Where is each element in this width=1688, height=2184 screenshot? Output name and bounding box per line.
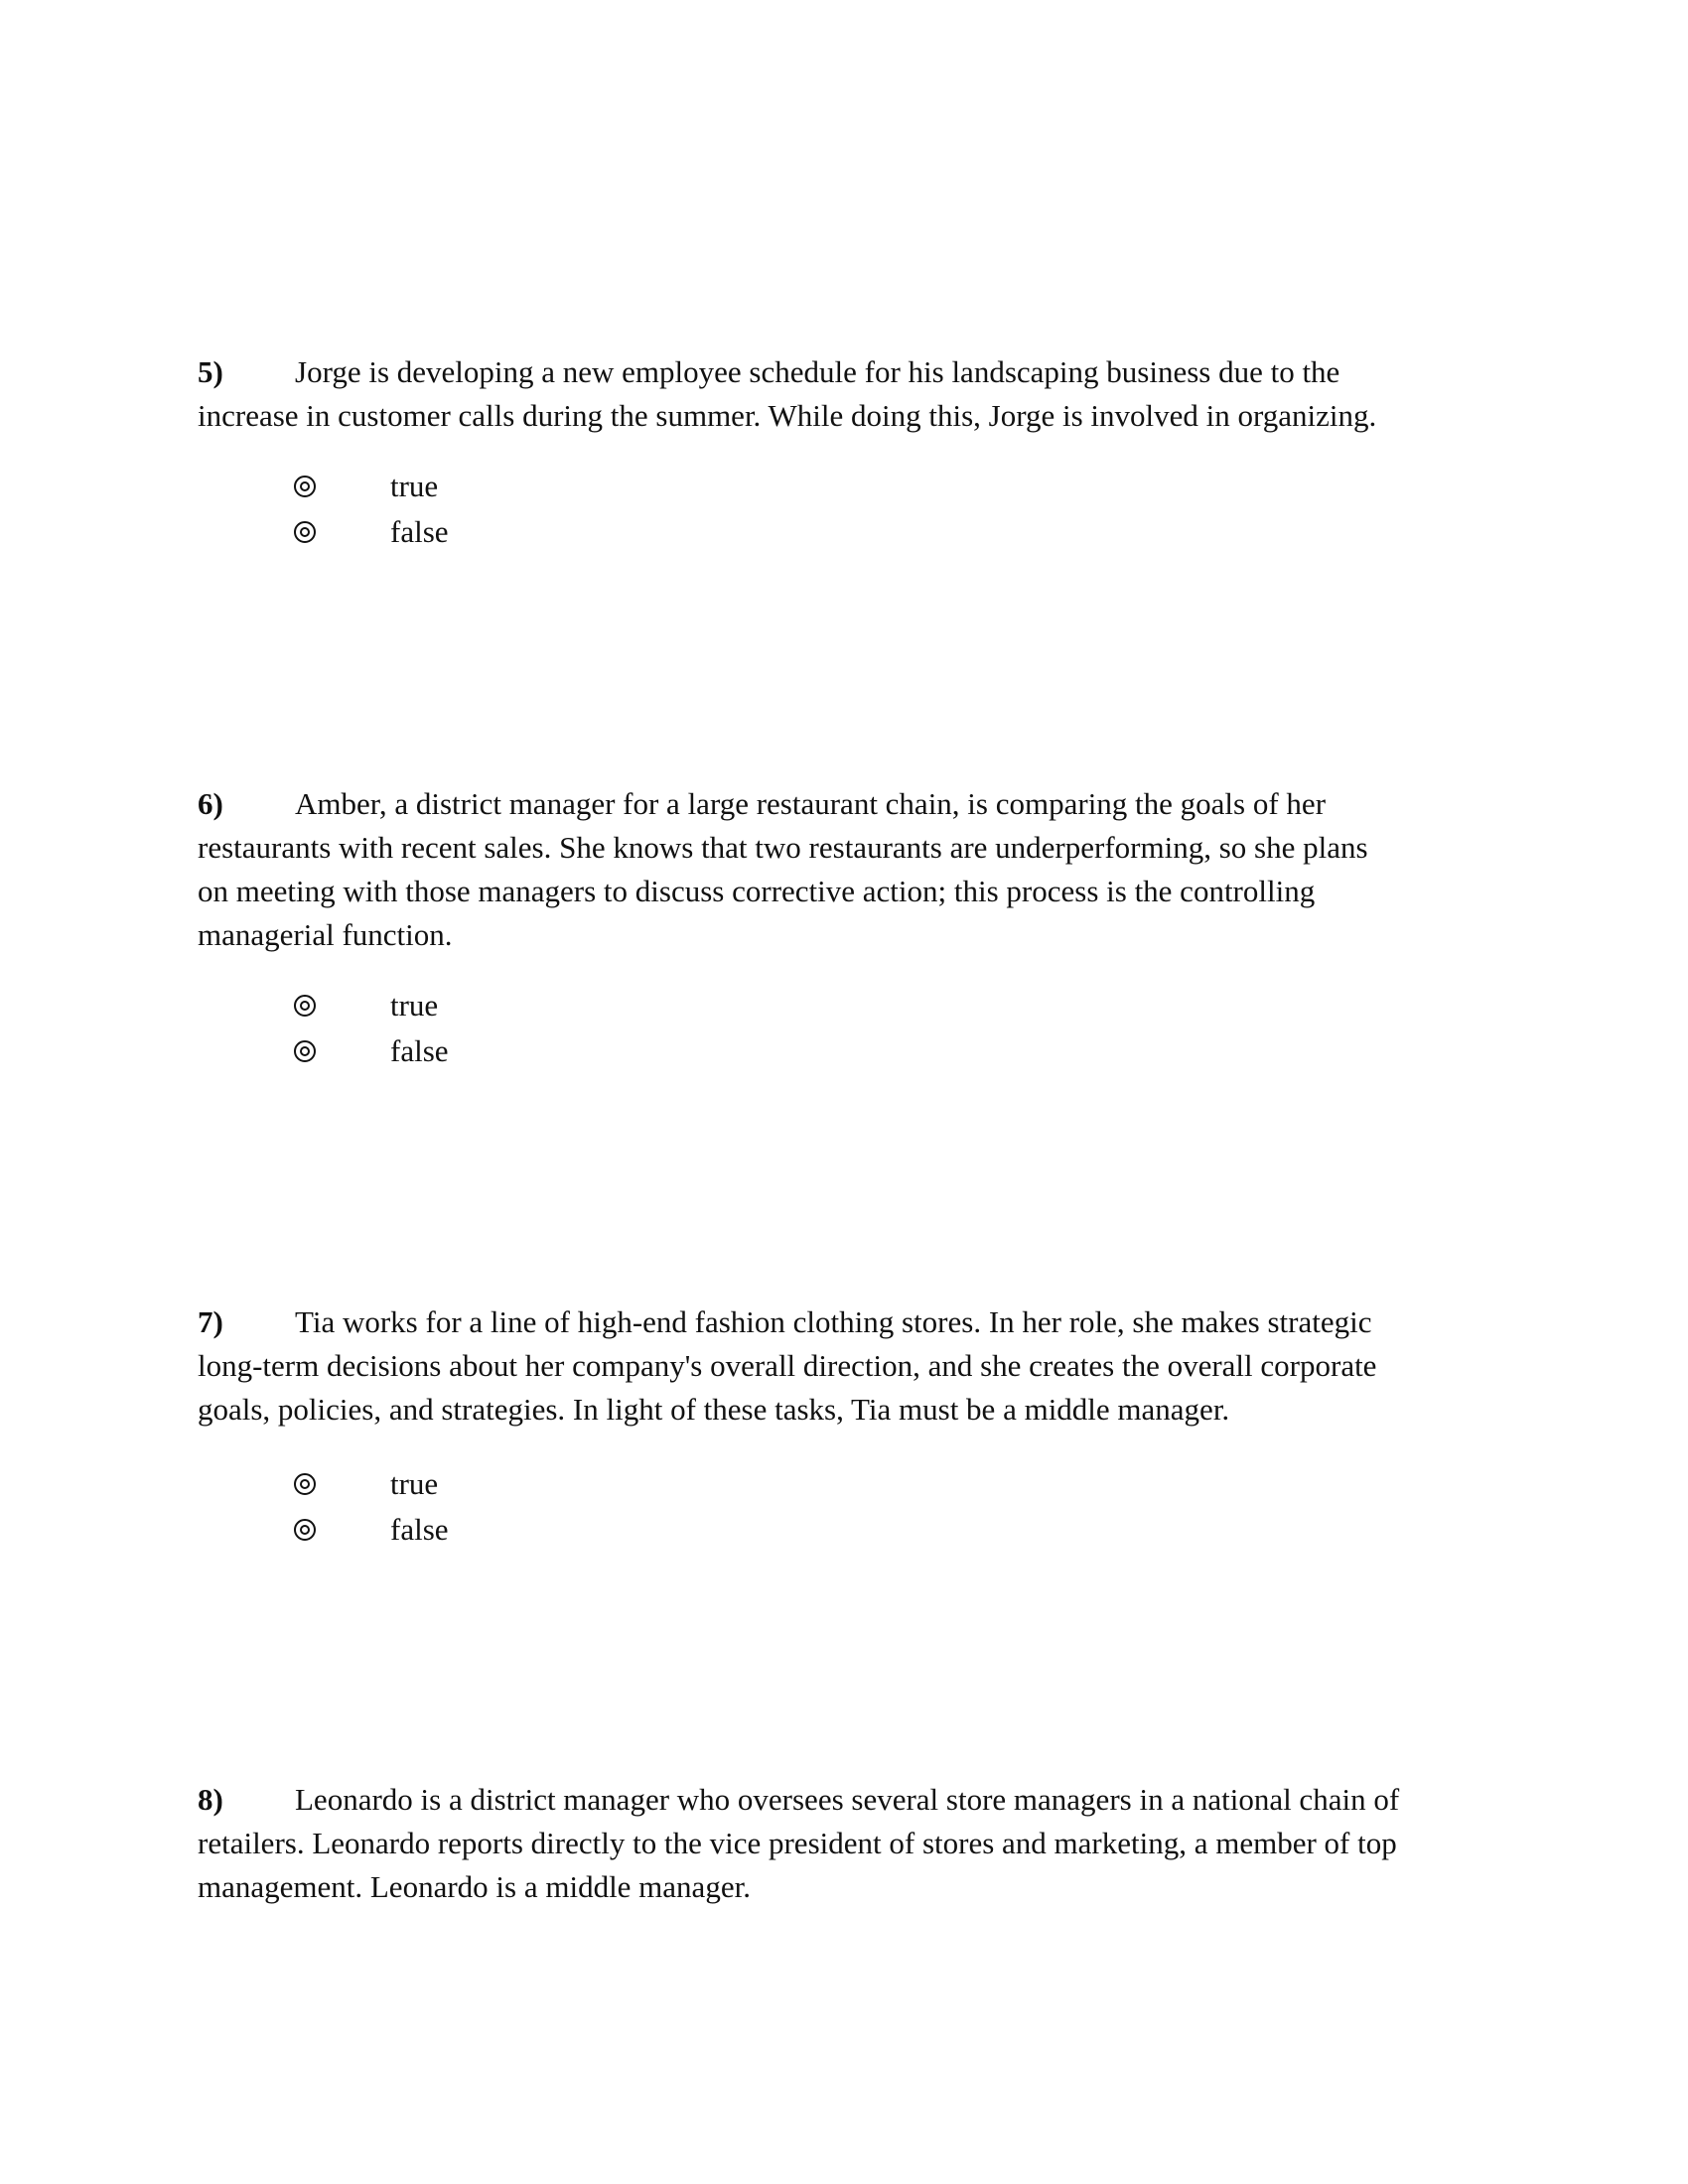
question-8 bbox=[198, 1778, 1508, 1909]
question-text: on meeting with those managers to discuss corrective action; this process is the controlling bbox=[198, 874, 1316, 908]
option-label: false bbox=[390, 1033, 449, 1068]
question-text: restaurants with recent sales. She knows that two restaurants are underperforming, so she plans bbox=[198, 830, 1368, 865]
question-text: management. Leonardo is a middle manager. bbox=[198, 1869, 751, 1904]
question-5 bbox=[198, 350, 1508, 438]
question-number: 7) bbox=[198, 1304, 223, 1339]
question-text: Leonardo is a district manager who oversees several store managers in a national chain of bbox=[295, 1782, 1400, 1817]
option-false[interactable] bbox=[294, 1507, 449, 1553]
question-text: retailers. Leonardo reports directly to the vice president of stores and marketing, a member of top bbox=[198, 1826, 1397, 1860]
question-text: long-term decisions about her company's overall direction, and she creates the overall corporate bbox=[198, 1348, 1377, 1383]
question-text: Amber, a district manager for a large restaurant chain, is comparing the goals of her bbox=[295, 786, 1327, 821]
question-7-options bbox=[294, 1461, 449, 1553]
question-number: 8) bbox=[198, 1782, 223, 1817]
radio-icon[interactable] bbox=[294, 521, 316, 543]
option-false[interactable] bbox=[294, 1028, 449, 1074]
radio-icon[interactable] bbox=[294, 1519, 316, 1541]
option-label: false bbox=[390, 514, 449, 549]
question-text: Tia works for a line of high-end fashion clothing stores. In her role, she makes strategic bbox=[295, 1304, 1372, 1339]
question-7 bbox=[198, 1300, 1508, 1432]
radio-icon[interactable] bbox=[294, 1473, 316, 1495]
option-true[interactable] bbox=[294, 464, 449, 509]
radio-icon[interactable] bbox=[294, 995, 316, 1017]
question-text: increase in customer calls during the summer. While doing this, Jorge is involved in organizing. bbox=[198, 398, 1377, 433]
question-text: Jorge is developing a new employee schedule for his landscaping business due to the bbox=[295, 354, 1340, 389]
radio-icon[interactable] bbox=[294, 1040, 316, 1062]
question-text: goals, policies, and strategies. In light of these tasks, Tia must be a middle manager. bbox=[198, 1392, 1230, 1427]
question-6 bbox=[198, 782, 1508, 957]
question-number: 5) bbox=[198, 354, 223, 389]
option-label: false bbox=[390, 1512, 449, 1547]
option-label: true bbox=[390, 988, 439, 1023]
question-text: managerial function. bbox=[198, 917, 453, 952]
option-true[interactable] bbox=[294, 1461, 449, 1507]
option-true[interactable] bbox=[294, 983, 449, 1028]
option-false[interactable] bbox=[294, 509, 449, 555]
option-label: true bbox=[390, 469, 439, 503]
radio-icon[interactable] bbox=[294, 476, 316, 497]
question-number: 6) bbox=[198, 786, 223, 821]
question-5-options bbox=[294, 464, 449, 555]
option-label: true bbox=[390, 1466, 439, 1501]
question-6-options bbox=[294, 983, 449, 1074]
